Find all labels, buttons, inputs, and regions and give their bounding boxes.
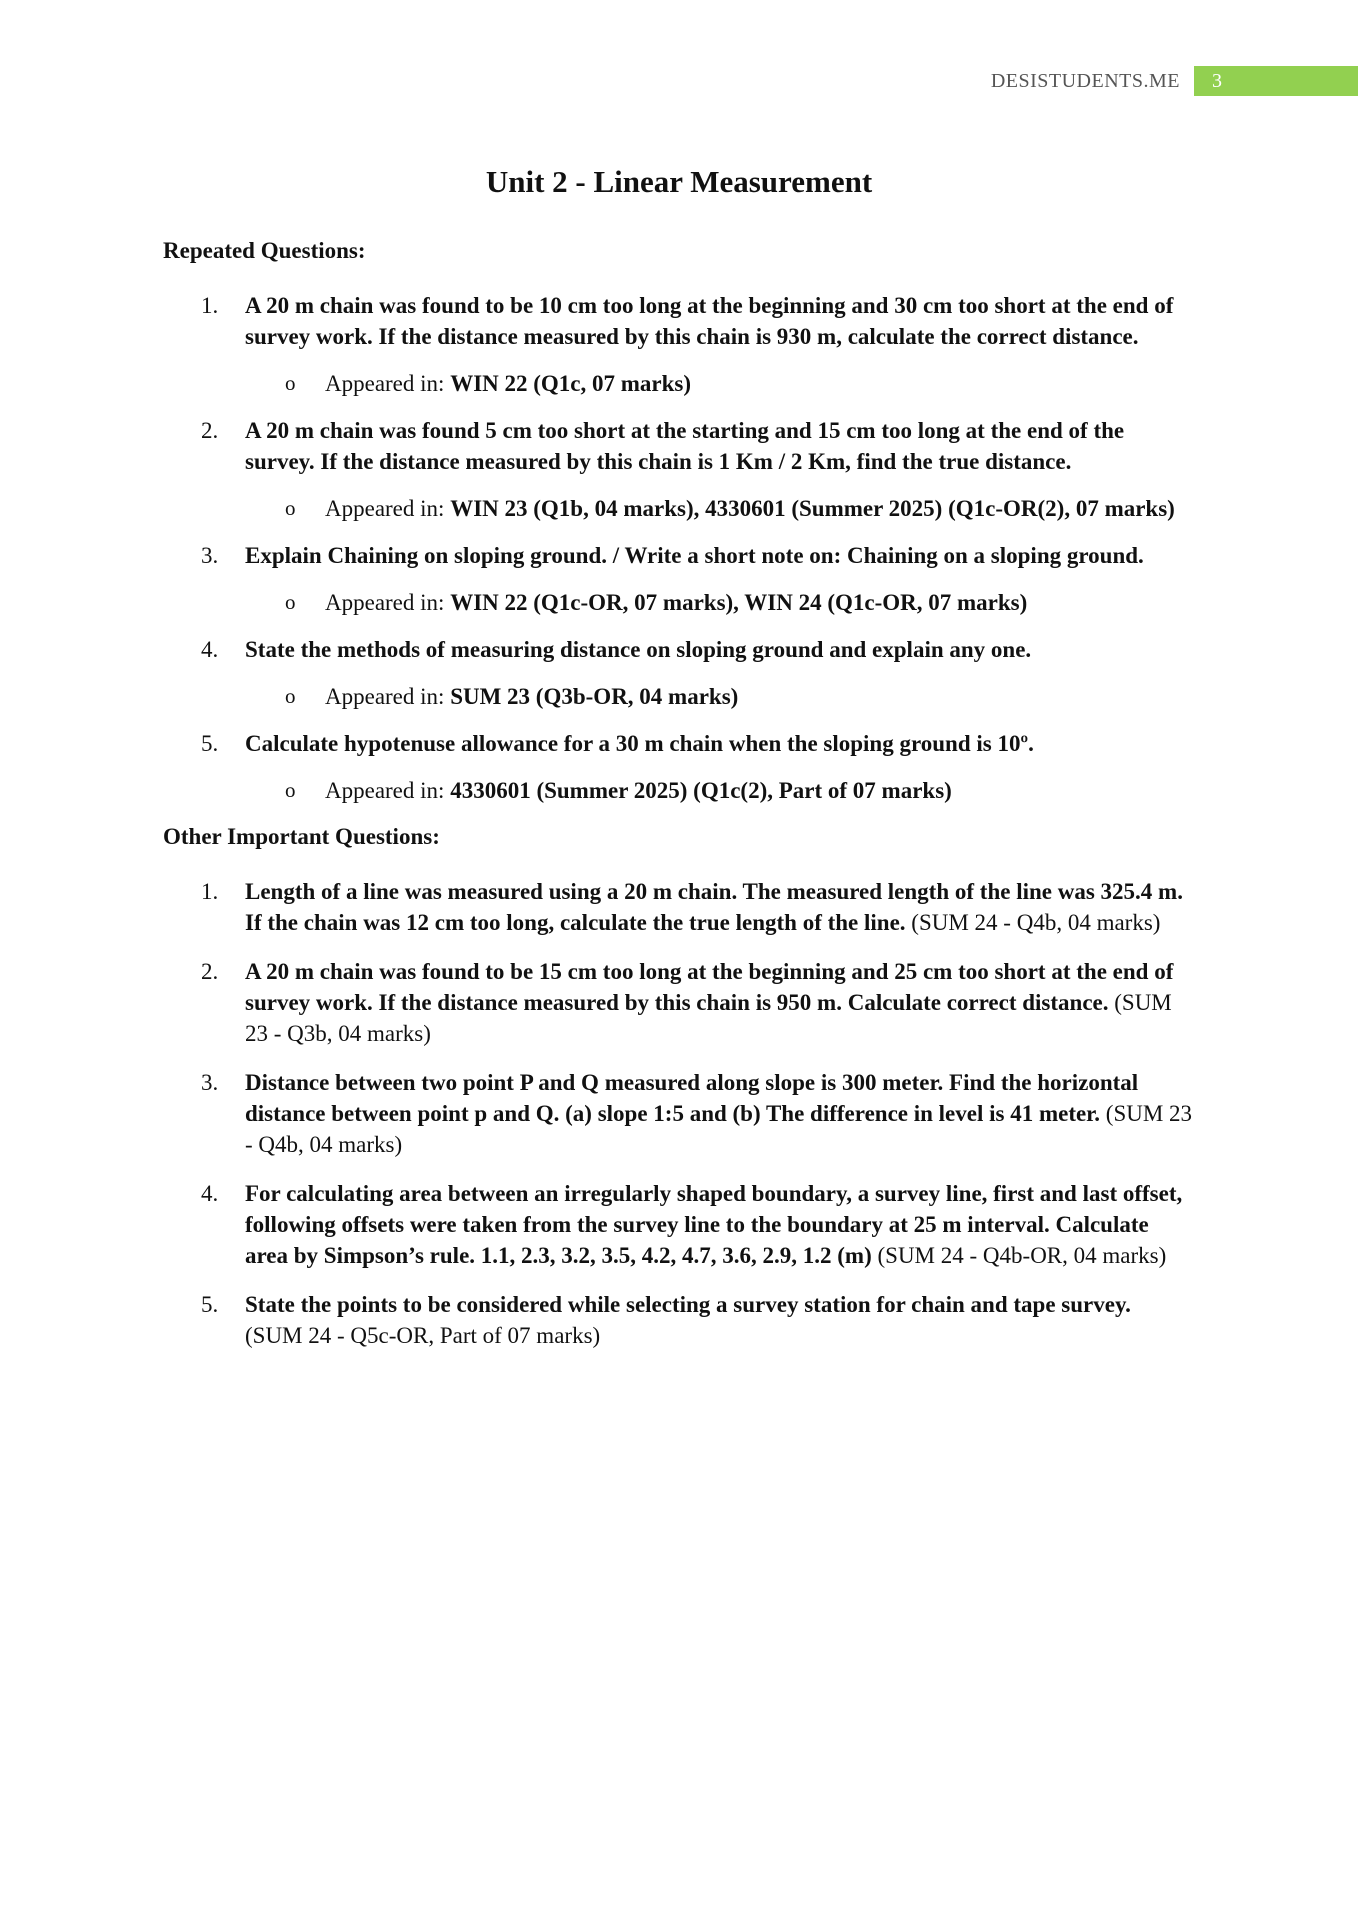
repeated-questions-list	[163, 290, 1193, 806]
question-number: 1.	[201, 879, 219, 904]
question-number: 4.	[201, 1181, 219, 1206]
appeared-label: Appeared in:	[325, 371, 445, 396]
other-questions-list	[163, 876, 1193, 1351]
list-item	[163, 634, 1193, 712]
appeared-value: WIN 22 (Q1c, 07 marks)	[450, 371, 692, 396]
document-body	[163, 236, 1193, 1369]
question-number: 3.	[201, 1070, 219, 1095]
question-number: 2.	[201, 418, 219, 443]
bullet-icon: o	[285, 684, 296, 708]
appeared-value: 4330601 (Summer 2025) (Q1c(2), Part of 07 marks)	[450, 778, 952, 803]
question-text: A 20 m chain was found to be 10 cm too long at the beginning and 30 cm too short at the end of survey work. If the distance measured by this chain is 930 m, calculate the correct distance.	[245, 293, 1174, 349]
question-text: Length of a line was measured using a 20 m chain. The measured length of the line was 325.4 m. If the chain was 12 cm too long, calculate the true length of the line.	[245, 879, 1183, 935]
appeared-value: SUM 23 (Q3b-OR, 04 marks)	[450, 684, 739, 709]
bullet-icon: o	[285, 371, 296, 395]
list-item	[163, 1178, 1193, 1271]
list-item	[163, 1289, 1193, 1351]
appeared-value: WIN 22 (Q1c-OR, 07 marks), WIN 24 (Q1c-OR, 07 marks)	[450, 590, 1028, 615]
appeared-label: Appeared in:	[325, 684, 445, 709]
appeared-in	[163, 368, 1193, 399]
question-number: 2.	[201, 959, 219, 984]
list-item	[163, 876, 1193, 938]
appeared-label: Appeared in:	[325, 778, 445, 803]
bullet-icon: o	[285, 778, 296, 802]
page-header	[991, 66, 1358, 96]
appeared-in	[163, 493, 1193, 524]
question-number: 3.	[201, 543, 219, 568]
question-text: Explain Chaining on sloping ground. / Write a short note on: Chaining on a sloping ground.	[245, 543, 1144, 568]
question-text: Distance between two point P and Q measured along slope is 300 meter. Find the horizontal distance between point p and Q. (a) slope 1:5 and (b) The difference in level is 41 meter.	[245, 1070, 1139, 1126]
appeared-value: WIN 23 (Q1b, 04 marks), 4330601 (Summer 2025) (Q1c-OR(2), 07 marks)	[450, 496, 1175, 521]
page-number: 3	[1194, 66, 1358, 96]
appeared-in	[163, 775, 1193, 806]
appeared-label: Appeared in:	[325, 590, 445, 615]
list-item	[163, 290, 1193, 399]
question-text: State the points to be considered while selecting a survey station for chain and tape survey.	[245, 1292, 1131, 1317]
question-source: (SUM 24 - Q5c-OR, Part of 07 marks)	[245, 1323, 601, 1348]
question-text: For calculating area between an irregularly shaped boundary, a survey line, first and last offset, following offsets were taken from the survey line to the boundary at 25 m interval. Calculate area by Simpson’s rule. 1.1, 2.3, 3.2, 3.5, 4.2, 4.7, 3.6, 2.9, 1.2 (m)	[245, 1181, 1183, 1268]
question-number: 5.	[201, 1292, 219, 1317]
question-text: A 20 m chain was found 5 cm too short at the starting and 15 cm too long at the end of the survey. If the distance measured by this chain is 1 Km / 2 Km, find the true distance.	[245, 418, 1125, 474]
question-number: 1.	[201, 293, 219, 318]
question-source: (SUM 23 - Q3b, 04 marks)	[245, 990, 1172, 1046]
bullet-icon: o	[285, 496, 296, 520]
question-text: A 20 m chain was found to be 15 cm too long at the beginning and 25 cm too short at the end of survey work. If the distance measured by this chain is 950 m. Calculate correct distance.	[245, 959, 1174, 1015]
appeared-in	[163, 587, 1193, 618]
list-item	[163, 540, 1193, 618]
appeared-label: Appeared in:	[325, 496, 445, 521]
question-number: 4.	[201, 637, 219, 662]
page-title: Unit 2 - Linear Measurement	[485, 164, 873, 199]
bullet-icon: o	[285, 590, 296, 614]
question-source: (SUM 24 - Q4b, 04 marks)	[905, 910, 1161, 935]
site-name: DESISTUDENTS.ME	[990, 69, 1180, 92]
question-source: (SUM 23 - Q4b, 04 marks)	[245, 1101, 1193, 1157]
question-source: (SUM 24 - Q4b-OR, 04 marks)	[871, 1243, 1167, 1268]
list-item	[163, 956, 1193, 1049]
question-text: Calculate hypotenuse allowance for a 30 m chain when the sloping ground is 10º.	[245, 731, 1034, 756]
question-number: 5.	[201, 731, 219, 756]
appeared-in	[163, 681, 1193, 712]
other-questions-heading: Other Important Questions:	[163, 824, 440, 849]
question-text: State the methods of measuring distance on sloping ground and explain any one.	[245, 637, 1032, 662]
repeated-questions-heading: Repeated Questions:	[163, 238, 366, 263]
list-item	[163, 1067, 1193, 1160]
list-item	[163, 415, 1193, 524]
list-item	[163, 728, 1193, 806]
